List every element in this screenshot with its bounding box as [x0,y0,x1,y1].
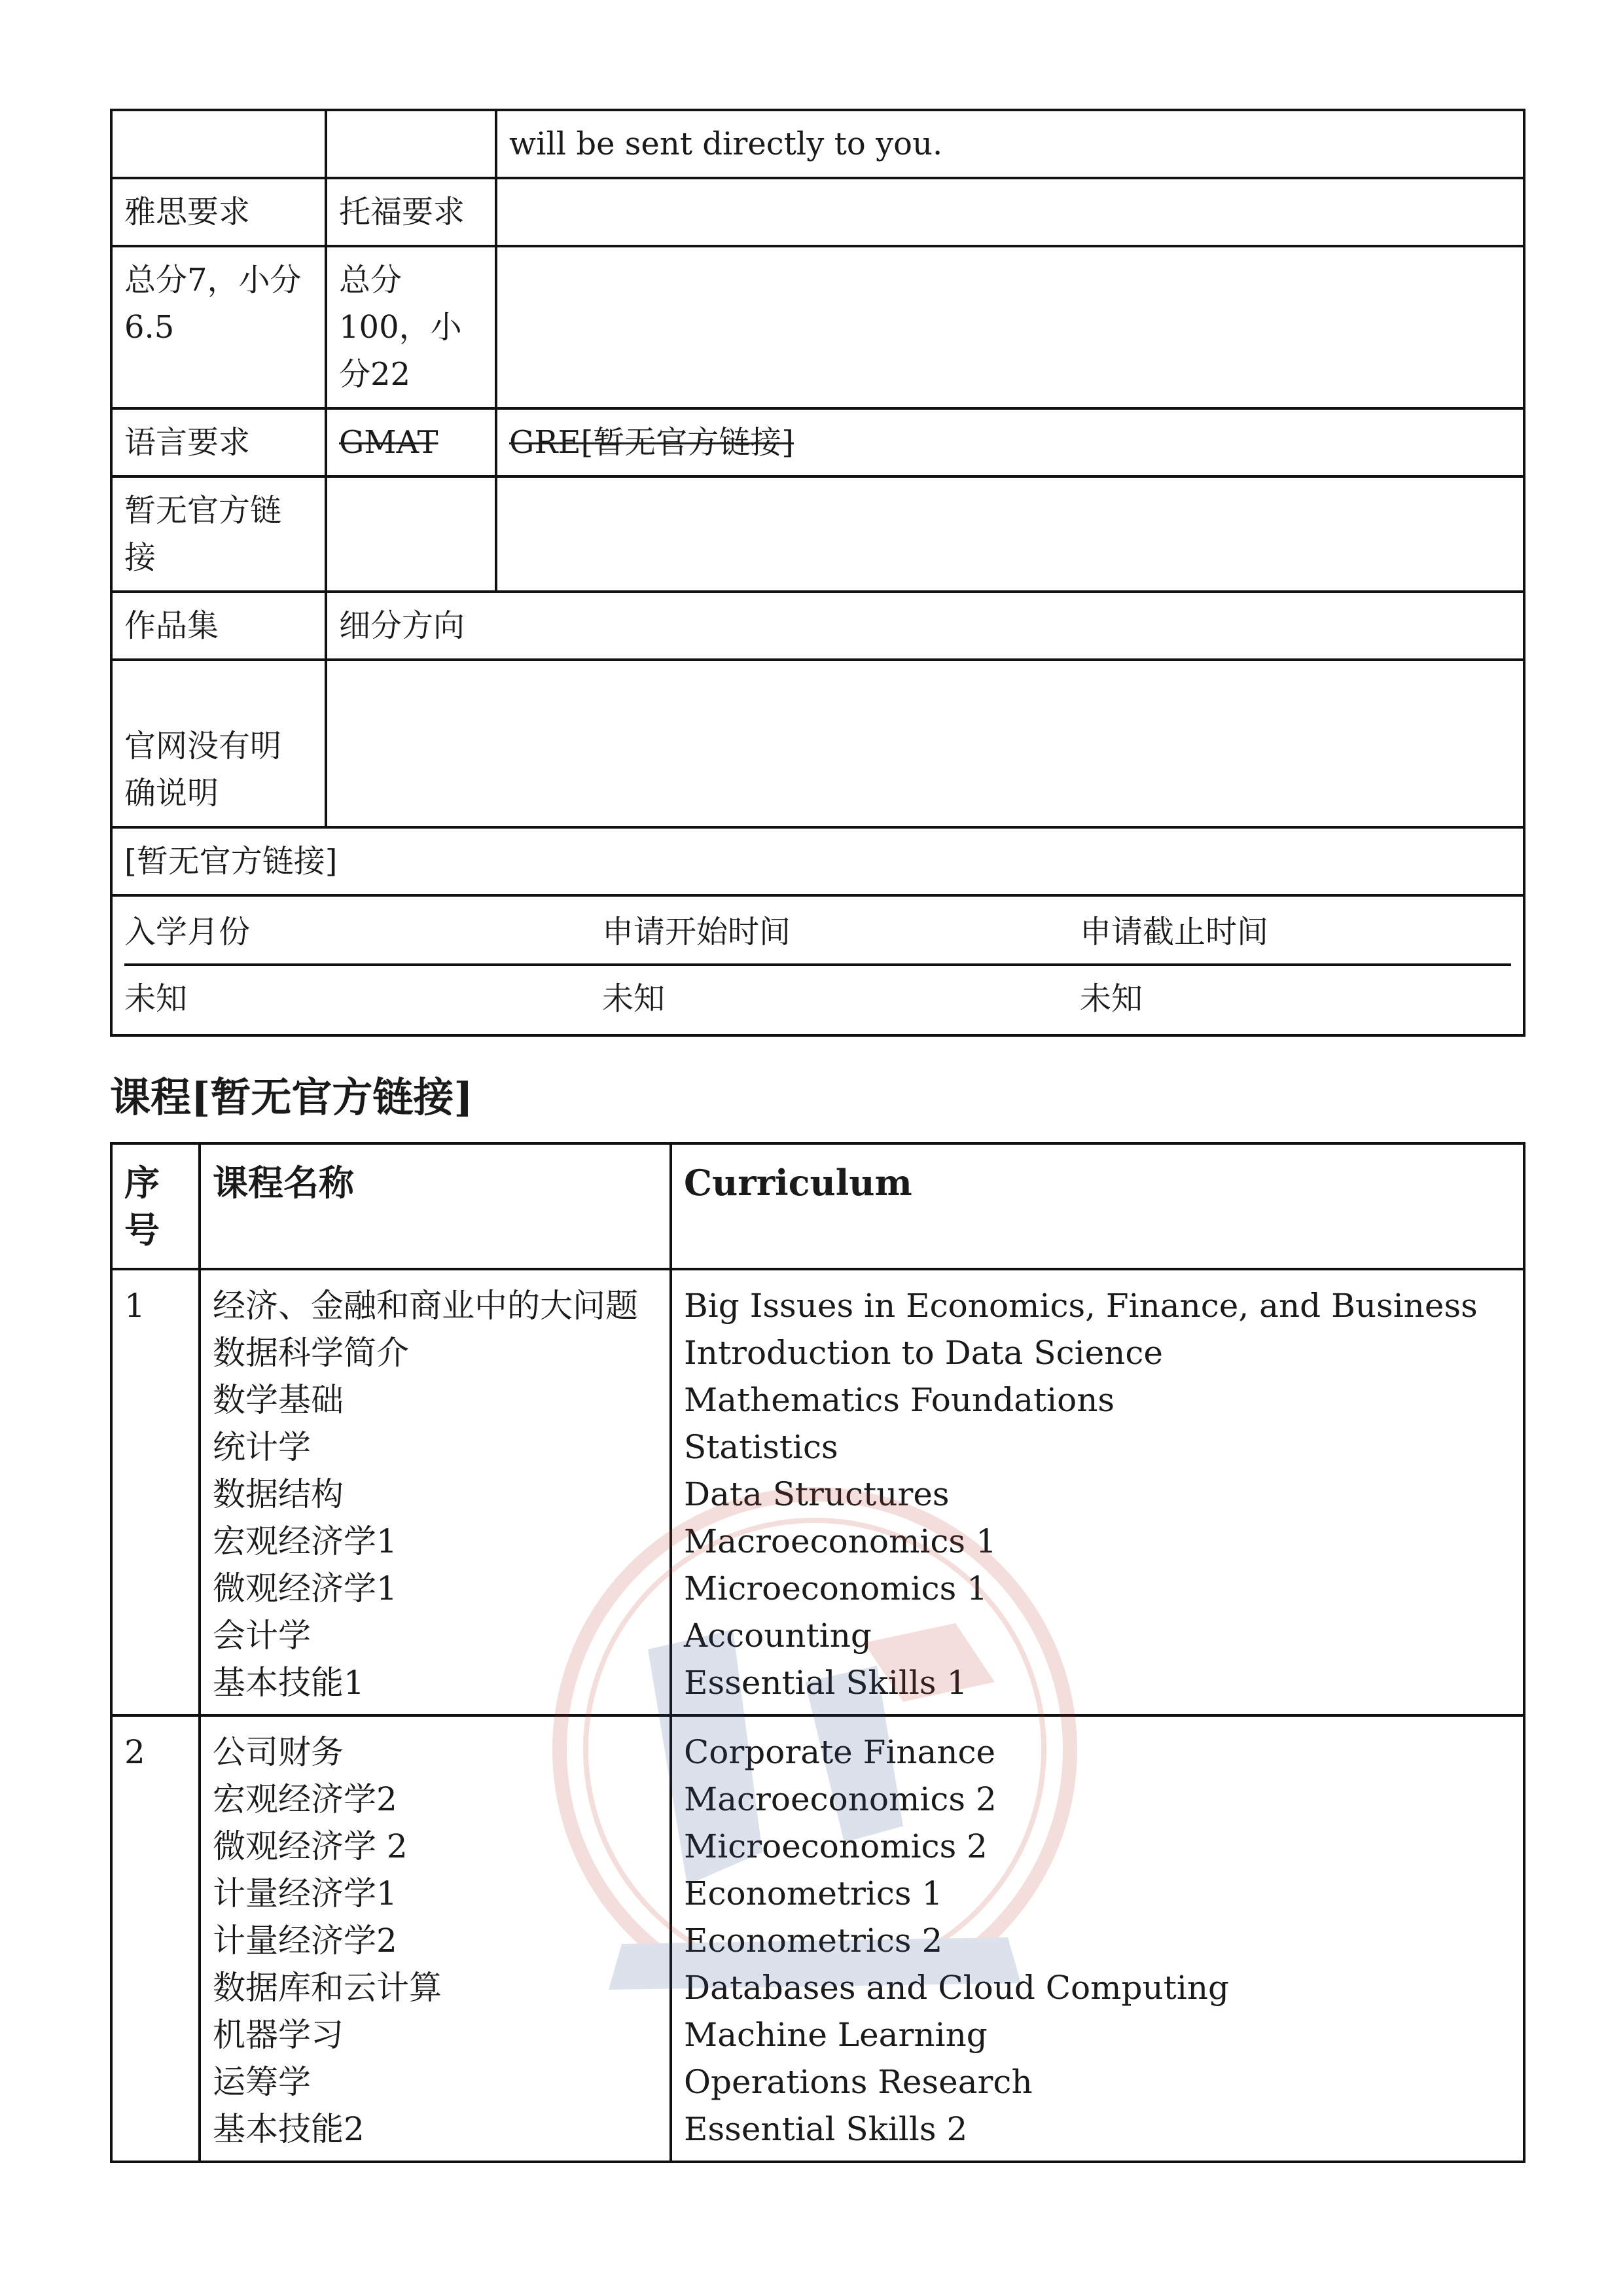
no-official-link-note: 暂无官方链 接 [111,476,326,592]
table-cell: will be sent directly to you. [496,110,1524,178]
table-row [111,660,1524,827]
table-cell [111,110,326,178]
table-row [111,408,1524,476]
application-deadline-value: 未知 [1080,980,1143,1017]
course-names-en: Corporate Finance Macroeconomics 2 Microeconomics 2 Econometrics 1 Econometrics 2 Databases and Cloud Computing Machine Learning Operations Research Essential Skills 2 [671,1715,1524,2162]
gmat-label: GMAT [326,408,496,476]
table-row [111,178,1524,246]
admission-info-table [110,109,1525,1037]
table-row [111,592,1524,660]
table-cell [496,246,1524,408]
ielts-label: 雅思要求 [111,178,326,246]
table-row [111,1269,1524,1715]
table-row [111,1715,1524,2162]
table-cell [326,660,1524,827]
courses-section-title: 课程[暂无官方链接] [110,1073,473,1121]
specialization-link-note: [暂无官方链接] [111,827,1524,895]
application-deadline-header: 申请截止时间 [1080,897,1511,966]
language-requirement-label: 语言要求 [111,408,326,476]
portfolio-note: 官网没有明 确说明 [111,660,326,827]
course-group-number: 1 [111,1269,200,1715]
gre-label: GRE[暂无官方链接] [496,408,1524,476]
ielts-score: 总分7，小分 6.5 [111,246,326,408]
curriculum-table [110,1142,1525,2163]
table-row [111,246,1524,408]
toefl-score: 总分 100，小 分22 [326,246,496,408]
course-names-cn: 经济、金融和商业中的大问题 数据科学简介 数学基础 统计学 数据结构 宏观经济学1 微观经济学1 会计学 基本技能1 [200,1269,671,1715]
table-row [111,895,1524,1035]
intake-month-header: 入学月份 [124,897,602,966]
toefl-label: 托福要求 [326,178,496,246]
table-row [111,110,1524,178]
table-cell [326,476,496,592]
application-dates [111,895,1524,1035]
column-header-curriculum: Curriculum [671,1143,1524,1269]
application-open-header: 申请开始时间 [602,897,1080,966]
specialization-label: 细分方向 [326,592,1524,660]
column-header-number: 序 号 [111,1143,200,1269]
table-cell [496,178,1524,246]
table-cell [496,476,1524,592]
table-header-row [111,1143,1524,1269]
course-names-cn: 公司财务 宏观经济学2 微观经济学 2 计量经济学1 计量经济学2 数据库和云计算 机器学习 运筹学 基本技能2 [200,1715,671,2162]
course-group-number: 2 [111,1715,200,2162]
course-names-en: Big Issues in Economics, Finance, and Business Introduction to Data Science Mathematics Foundations Statistics Data Structures Macroeconomics 1 Microeconomics 1 Accounting Essential Skills 1 [671,1269,1524,1715]
portfolio-label: 作品集 [111,592,326,660]
column-header-course-name: 课程名称 [200,1143,671,1269]
table-row [111,827,1524,895]
table-cell [326,110,496,178]
application-open-value: 未知 [602,980,666,1017]
intake-month-value: 未知 [124,980,188,1017]
table-row [111,476,1524,592]
